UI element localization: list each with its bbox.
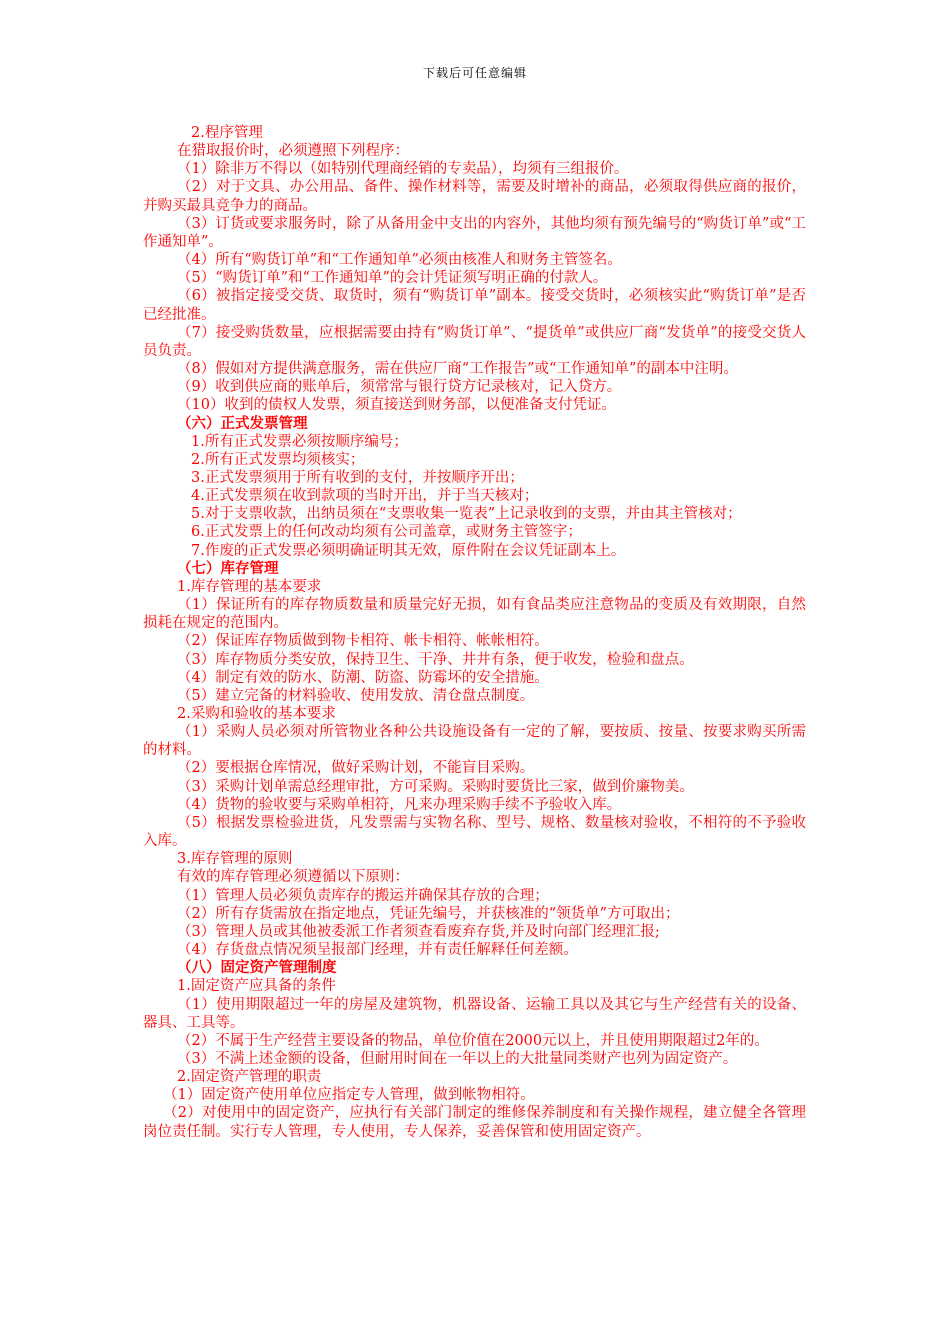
paragraph: 有效的库存管理必须遵循以下原则：: [177, 869, 409, 886]
paragraph: （5）“购货订单”和“工作通知单”的会计凭证须写明正确的付款人。: [177, 270, 608, 287]
paragraph: （2）对使用中的固定资产，应执行有关部门制定的维修保养制度和有关操作规程，建立健全各管理岗位责任制。实行专人管理，专人使用，专人保养，妥善保管和使用固定资产。: [143, 1105, 806, 1140]
paragraph: 1.库存管理的基本要求: [177, 578, 322, 595]
paragraph: （7）接受购货数量，应根据需要由持有“购货订单”、“提货单”或供应厂商“发货单”的接受交货人员负责。: [143, 324, 806, 359]
page-header: 下载后可任意编辑: [422, 66, 527, 80]
paragraph: （2）保证库存物质做到物卡相符、帐卡相符、帐帐相符。: [177, 633, 549, 650]
paragraph: 7.作废的正式发票必须明确证明其无效，原件附在会议凭证副本上。: [191, 542, 626, 559]
paragraph: （1）除非万不得以（如特别代理商经销的专卖品），均须有三组报价。: [177, 161, 629, 178]
paragraph: （4）所有“购货订单”和“工作通知单”必须由核准人和财务主管签名。: [177, 252, 622, 269]
paragraph: （1）固定资产使用单位应指定专人管理，做到帐物相符。: [163, 1087, 535, 1104]
paragraph: 3.库存管理的原则: [177, 851, 293, 868]
section-heading: （六）正式发票管理: [177, 414, 308, 432]
paragraph: （2）要根据仓库情况，做好采购计划，不能盲目采购。: [177, 760, 535, 777]
paragraph: （3）不满上述金额的设备，但耐用时间在一年以上的大批量同类财产也列为固定资产。: [177, 1050, 738, 1067]
paragraph: （3）库存物质分类安放，保持卫生、干净、井井有条，便于收发，检验和盘点。: [177, 651, 694, 668]
paragraph: （1）保证所有的库存物质数量和质量完好无损，如有食品类应注意物品的变质及有效期限，自然损耗在规定的范围内。: [143, 597, 806, 632]
paragraph: （4）制定有效的防水、防潮、防盗、防霉坏的安全措施。: [177, 669, 549, 686]
paragraph: （9）收到供应商的账单后，须常常与银行贷方记录核对，记入贷方。: [177, 379, 622, 396]
paragraph: （2）对于文具、办公用品、备件、操作材料等，需要及时增补的商品，必须取得供应商的报价，并购买最具竞争力的商品。: [143, 179, 806, 214]
paragraph: （1）管理人员必须负责库存的搬运并确保其存放的合理；: [177, 887, 549, 904]
paragraph: 1.固定资产应具备的条件: [177, 978, 336, 995]
paragraph: （3）采购计划单需总经理审批，方可采购。采购时要货比三家，做到价廉物美。: [177, 778, 694, 795]
paragraph: 1.所有正式发票必须按顺序编号；: [191, 433, 408, 450]
section-heading: （七）库存管理: [177, 559, 279, 577]
paragraph: 3.正式发票须用于所有收到的支付，并按顺序开出；: [191, 469, 524, 486]
paragraph: 2.程序管理: [191, 125, 263, 141]
document-body: [143, 124, 806, 1141]
paragraph: （6）被指定接受交货、取货时，须有“购货订单”副本。接受交货时，必须核实此“购货订单”是否已经批准。: [143, 288, 806, 323]
paragraph: （2）所有存货需放在指定地点，凭证先编号，并获核准的“领货单”方可取出；: [177, 905, 680, 922]
paragraph: 4.正式发票须在收到款项的当时开出，并于当天核对；: [191, 488, 539, 505]
paragraph: 在猎取报价时，必须遵照下列程序：: [177, 143, 409, 160]
paragraph: （4）存货盘点情况须呈报部门经理，并有责任解释任何差额。: [177, 942, 578, 959]
paragraph: （5）建立完备的材料验收、使用发放、清仓盘点制度。: [177, 687, 535, 704]
paragraph: （4）货物的验收要与采购单相符，凡来办理采购手续不予验收入库。: [177, 796, 622, 813]
paragraph: （3）管理人员或其他被委派工作者须查看废弃存货,并及时向部门经理汇报;: [177, 923, 660, 940]
paragraph: （8）假如对方提供满意服务，需在供应厂商“工作报告”或“工作通知单”的副本中注明。: [177, 361, 738, 378]
paragraph: （2）不属于生产经营主要设备的物品，单位价值在2000元以上，并且使用期限超过2年的。: [177, 1032, 769, 1049]
paragraph: 2.所有正式发票均须核实；: [191, 451, 365, 468]
paragraph: （1）使用期限超过一年的房屋及建筑物，机器设备、运输工具以及其它与生产经营有关的设备、器具、工具等。: [143, 996, 806, 1031]
paragraph: （1）采购人员必须对所管物业各种公共设施设备有一定的了解，要按质、按量、按要求购买所需的材料。: [143, 724, 806, 759]
paragraph: 2.采购和验收的基本要求: [177, 706, 336, 722]
paragraph: 2.固定资产管理的职责: [177, 1069, 322, 1086]
paragraph: 6.正式发票上的任何改动均须有公司盖章，或财务主管签字；: [191, 524, 582, 541]
section-heading: （八）固定资产管理制度: [177, 959, 337, 977]
paragraph: （3）订货或要求服务时，除了从备用金中支出的内容外，其他均须有预先编号的“购货订单”或“工作通知单”。: [143, 215, 806, 250]
paragraph: （5）根据发票检验进货，凡发票需与实物名称、型号、规格、数量核对验收，不相符的不予验收入库。: [143, 814, 806, 850]
paragraph: （10）收到的债权人发票，须直接送到财务部，以便准备支付凭证。: [177, 397, 616, 414]
paragraph: 5.对于支票收款，出纳员须在“支票收集一览表”上记录收到的支票，并由其主管核对；: [191, 506, 742, 523]
